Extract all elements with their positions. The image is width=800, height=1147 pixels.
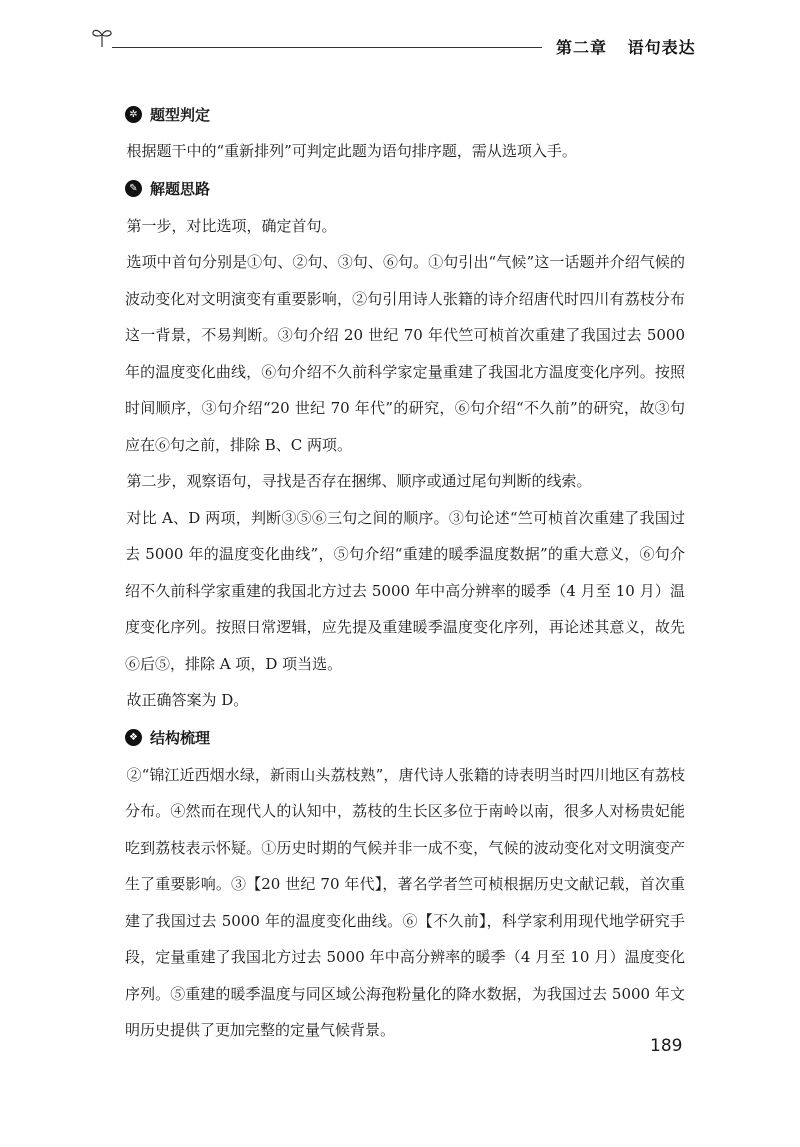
paragraph: 故正确答案为 D。 bbox=[126, 691, 249, 709]
section-title-type-judgement bbox=[125, 95, 685, 133]
running-header bbox=[0, 0, 800, 70]
section-title-text: 题型判定 bbox=[150, 105, 211, 124]
paragraph: 选项中首句分别是①句、②句、③句、⑥句。①句引出“气候”这一话题并介绍气候的波动变化对文明演变有重要影响，②句引用诗人张籍的诗介绍唐代时四川有荔枝分布这一背景，不易判断。③句介绍 20 世纪 70 年代竺可桢首次重建了我国过去 5000 年的温度变化曲线，⑥句介绍不久前科学家定量重建了我国北方温度变化序列。按照时间顺序，③句介绍“20 世纪 70 年代”的研究，⑥句介绍“不久前”的研究，故③句应在⑥句之前，排除 B、C 两项。 bbox=[125, 253, 685, 454]
gear-icon: ✲ bbox=[125, 106, 142, 123]
section-title-text: 结构梳理 bbox=[150, 729, 211, 747]
paragraph: 根据题干中的“重新排列”可判定此题为语句排序题，需从选项入手。 bbox=[126, 142, 577, 160]
paragraph: 第一步，对比选项，确定首句。 bbox=[126, 216, 337, 235]
chapter-title: 语句表达 bbox=[627, 38, 696, 57]
page-content bbox=[125, 95, 685, 1049]
compass-icon: ✎ bbox=[125, 180, 142, 197]
chapter-number: 第二章 bbox=[556, 38, 608, 57]
section-title-text: 解题思路 bbox=[150, 180, 211, 198]
structure-icon: ❖ bbox=[125, 729, 142, 746]
page-number: 189 bbox=[650, 1036, 683, 1056]
paragraph: ②“锦江近西烟水绿，新雨山头荔枝熟”，唐代诗人张籍的诗表明当时四川地区有荔枝分布。④然而在现代人的认知中，荔枝的生长区多位于南岭以南，很多人对杨贵妃能吃到荔枝表示怀疑。①历史时期的气候并非一成不变，气候的波动变化对文明演变产生了重要影响。③【20 世纪 70 年代】，著名学者竺可桢根据历史文献记载，首次重建了我国过去 5000 年的温度变化曲线。⑥【不久前】，科学家利用现代地学研究手段，定量重建了我国北方过去 5000 年中高分辨率的暖季（4 月至 10 月）温度变化序列。⑤重建的暖季温度与同区域公海孢粉量化的降水数据，为我国过去 5000 年文明历史提供了更加完整的定量气候背景。 bbox=[125, 765, 685, 1039]
header-rule bbox=[112, 47, 542, 48]
section-title-structure bbox=[125, 719, 685, 757]
sprout-icon bbox=[90, 26, 114, 48]
section-title-solution bbox=[125, 170, 685, 208]
paragraph: 第二步，观察语句，寻找是否存在捆绑、顺序或通过尾句判断的线索。 bbox=[126, 472, 592, 490]
chapter-heading bbox=[556, 35, 696, 58]
paragraph: 对比 A、D 两项，判断③⑤⑥三句之间的顺序。③句论述“竺可桢首次重建了我国过去 5000 年的温度变化曲线”，⑤句介绍“重建的暖季温度数据”的重大意义，⑥句介绍不久前科学家重建的我国北方过去 5000 年中高分辨率的暖季（4 月至 10 月）温度变化序列。按照日常逻辑，应先提及重建暖季温度变化序列，再论述其意义，故先⑥后⑤，排除 A 项，D 项当选。 bbox=[125, 508, 685, 673]
